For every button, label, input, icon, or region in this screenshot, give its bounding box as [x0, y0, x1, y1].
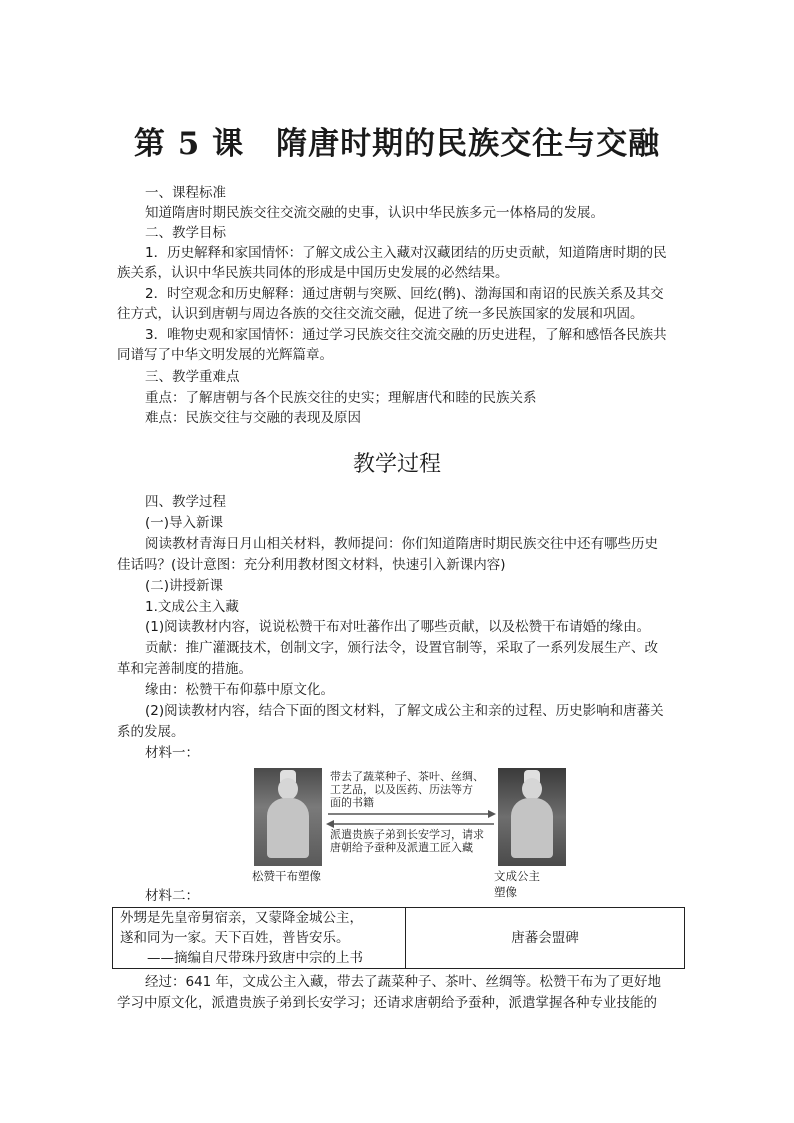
- figure-top-text-line-3: 面的书籍: [330, 796, 374, 809]
- material-2-label: 材料二：: [145, 888, 199, 904]
- figure-bottom-text-line-2: 唐朝给予蚕种及派遣工匠入藏: [330, 841, 473, 854]
- monument-cell: 唐蕃会盟碑: [406, 908, 685, 969]
- process-line-1: 经过：641 年，文成公主入藏，带去了蔬菜种子、茶叶、丝绸等。松赞干布为了更好地: [145, 974, 662, 990]
- goal-2-line-2: 往方式，认识到唐朝与周边各族的交往交流交融，促进了统一多民族国家的发展和巩固。: [117, 306, 644, 322]
- arrow-left-icon: [326, 820, 496, 828]
- section-heading-goals: 二、教学目标: [145, 225, 226, 241]
- contribution-line-1: 贡献：推广灌溉技术，创制文字，颁行法令，设置官制等，采取了一系列发展生产、改: [145, 640, 658, 656]
- figure-top-text-line-1: 带去了蔬菜种子、茶叶、丝绸、: [330, 770, 484, 783]
- songtsen-gampo-statue-image: [254, 768, 322, 866]
- figure-top-text: [330, 770, 498, 809]
- curriculum-text: 知道隋唐时期民族交往交流交融的史事，认识中华民族多元一体格局的发展。: [145, 205, 604, 221]
- figure-top-text-line-2: 工艺品，以及医药、历法等方: [330, 783, 473, 796]
- item-1-heading: 1.文成公主入藏: [145, 599, 239, 615]
- left-caption: 松赞干布塑像: [252, 869, 321, 883]
- difficult-point-text: 难点：民族交往与交融的表现及原因: [145, 410, 361, 426]
- goal-3-line-1: 3．唯物史观和家国情怀：通过学习民族交往交流交融的历史进程，了解和感悟各民族共: [145, 327, 667, 343]
- part-1-line-1: 阅读教材青海日月山相关材料，教师提问：你们知道隋唐时期民族交往中还有哪些历史: [145, 536, 658, 552]
- goal-3-line-2: 同谱写了中华文明发展的光辉篇章。: [117, 347, 333, 363]
- quote-source: ——摘编自尺带珠丹致唐中宗的上书: [147, 950, 363, 966]
- part-2-heading: (二)讲授新课: [145, 578, 224, 594]
- right-caption: 文成公主塑像: [494, 869, 540, 899]
- figure-bottom-text-line-1: 派遣贵族子弟到长安学习，请求: [330, 828, 484, 841]
- part-1-line-2: 佳话吗？(设计意图：充分利用教材图文材料，快速引入新课内容): [117, 557, 506, 573]
- question-1: (1)阅读教材内容，说说松赞干布对吐蕃作出了哪些贡献，以及松赞干布请婚的缘由。: [145, 619, 651, 635]
- contribution-line-2: 革和完善制度的措施。: [117, 661, 252, 677]
- question-2-line-2: 系的发展。: [117, 724, 185, 740]
- quote-line-2: 遂和同为一家。天下百姓，普皆安乐。: [120, 930, 350, 946]
- question-2-line-1: (2)阅读教材内容，结合下面的图文材料，了解文成公主和亲的过程、历史影响和唐蕃关: [145, 703, 664, 719]
- goal-1-line-1: 1．历史解释和家国情怀：了解文成公主入藏对汉藏团结的历史贡献，知道隋唐时期的民: [145, 245, 667, 261]
- subtitle-teaching-process: 教学过程: [352, 452, 441, 477]
- material-1-label: 材料一：: [145, 745, 199, 761]
- goal-1-line-2: 族关系，认识中华民族共同体的形成是中国历史发展的必然结果。: [117, 265, 509, 281]
- material-1-figure: [252, 768, 542, 899]
- quote-cell: [113, 908, 406, 969]
- section-heading-key-points: 三、教学重难点: [145, 369, 240, 385]
- princess-wencheng-statue-image: [498, 768, 566, 866]
- material-2-table: [112, 907, 685, 969]
- section-heading-curriculum: 一、课程标准: [145, 185, 226, 201]
- figure-bottom-text: [330, 828, 498, 854]
- key-point-text: 重点：了解唐朝与各个民族交往的史实；理解唐代和睦的民族关系: [145, 390, 537, 406]
- section-heading-process: 四、教学过程: [145, 494, 226, 510]
- arrow-right-icon: [326, 810, 496, 818]
- part-1-heading: (一)导入新课: [145, 515, 224, 531]
- quote-line-1: 外甥是先皇帝舅宿亲，又蒙降金城公主，: [120, 910, 363, 926]
- goal-2-line-1: 2．时空观念和历史解释：通过唐朝与突厥、回纥(鹘)、渤海国和南诏的民族关系及其交: [145, 286, 664, 302]
- table-row: [113, 908, 685, 969]
- reason-text: 缘由：松赞干布仰慕中原文化。: [145, 682, 334, 698]
- process-line-2: 学习中原文化，派遣贵族子弟到长安学习；还请求唐朝给予蚕种，派遣掌握各种专业技能的: [117, 995, 657, 1011]
- page-title: 第 5 课 隋唐时期的民族交往与交融: [133, 126, 661, 162]
